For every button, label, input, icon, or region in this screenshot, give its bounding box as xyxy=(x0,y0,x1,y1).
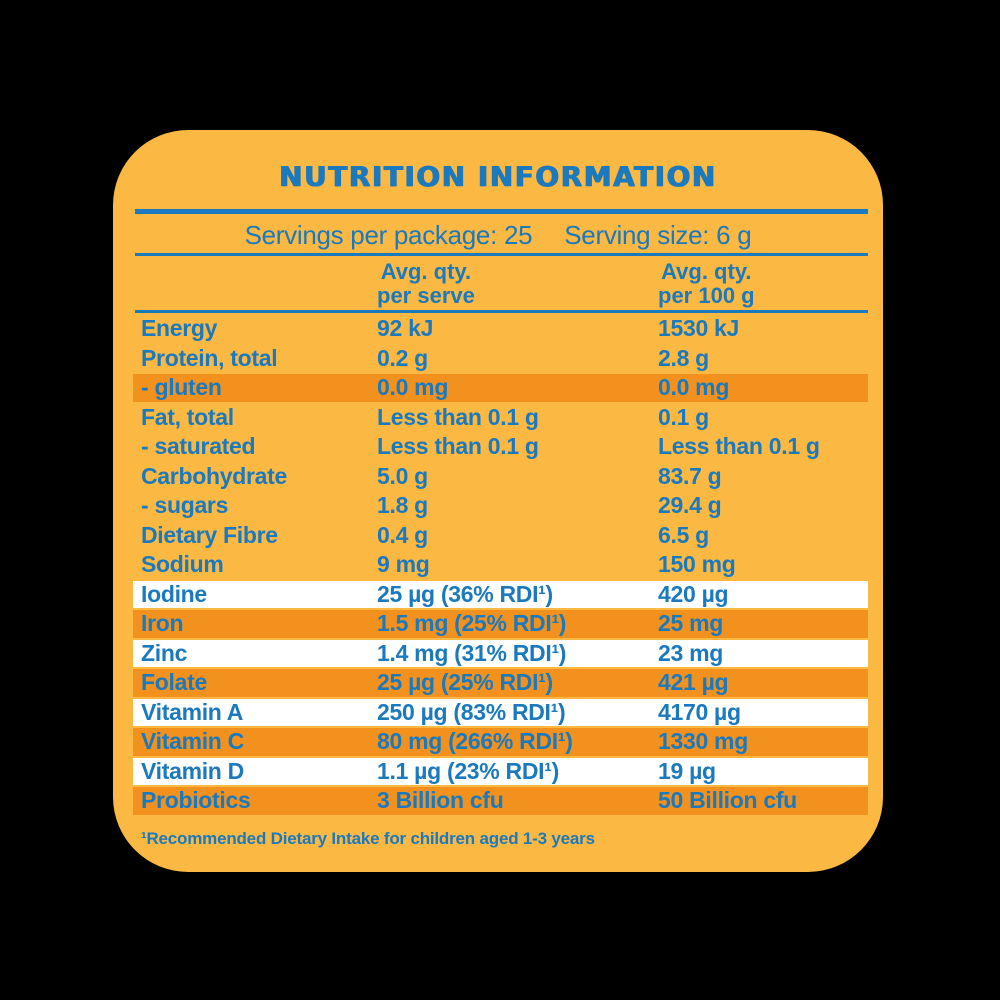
value-per-100g: 420 µg xyxy=(658,580,729,607)
table-row xyxy=(133,403,868,433)
value-per-100g: 1530 kJ xyxy=(658,315,740,342)
value-per-100g: Less than 0.1 g xyxy=(658,433,820,460)
nutrient-label: - sugars xyxy=(141,492,229,519)
nutrition-table xyxy=(133,314,868,816)
nutrient-label: Protein, total xyxy=(141,344,278,371)
value-per-serve: 3 Billion cfu xyxy=(377,787,504,814)
value-per-serve: Less than 0.1 g xyxy=(377,433,539,460)
nutrient-label: - saturated xyxy=(141,433,256,460)
table-row xyxy=(133,432,868,462)
column-header-spacer xyxy=(133,260,377,308)
rdi-footnote: ¹Recommended Dietary Intake for children aged 1-3 years xyxy=(141,829,595,848)
value-per-serve: 25 µg (25% RDI¹) xyxy=(377,669,553,696)
serving-size: Serving size: 6 g xyxy=(564,220,752,250)
table-row xyxy=(133,491,868,521)
value-per-100g: 83.7 g xyxy=(658,462,722,489)
value-per-serve: 0.4 g xyxy=(377,521,428,548)
panel-title: NUTRITION INFORMATION xyxy=(279,160,717,193)
value-per-serve: 0.2 g xyxy=(377,344,428,371)
value-per-serve: 25 µg (36% RDI¹) xyxy=(377,580,553,607)
value-per-100g: 50 Billion cfu xyxy=(658,787,797,814)
value-per-100g: 19 µg xyxy=(658,757,716,784)
divider-top xyxy=(135,209,868,214)
table-row xyxy=(133,668,868,698)
value-per-100g: 421 µg xyxy=(658,669,729,696)
nutrient-label: - gluten xyxy=(141,374,222,401)
table-row xyxy=(133,698,868,728)
table-row xyxy=(133,639,868,669)
nutrient-label: Iron xyxy=(141,610,184,637)
table-row xyxy=(133,727,868,757)
value-per-serve: 1.1 µg (23% RDI¹) xyxy=(377,757,559,784)
value-per-100g: 25 mg xyxy=(658,610,723,637)
nutrient-label: Carbohydrate xyxy=(141,462,287,489)
value-per-100g: 150 mg xyxy=(658,551,736,578)
nutrient-label: Vitamin D xyxy=(141,757,244,784)
value-per-serve: 80 mg (266% RDI¹) xyxy=(377,728,573,755)
value-per-serve: 1.8 g xyxy=(377,492,428,519)
value-per-100g: 6.5 g xyxy=(658,521,709,548)
value-per-100g: 4170 µg xyxy=(658,698,741,725)
table-row xyxy=(133,373,868,403)
value-per-serve: 5.0 g xyxy=(377,462,428,489)
value-per-100g: 23 mg xyxy=(658,639,723,666)
nutrient-label: Vitamin A xyxy=(141,698,244,725)
nutrient-label: Energy xyxy=(141,315,218,342)
column-header-per-100g: Avg. qty. per 100 g xyxy=(658,259,755,308)
table-row xyxy=(133,521,868,551)
value-per-serve: Less than 0.1 g xyxy=(377,403,539,430)
nutrient-label: Vitamin C xyxy=(141,728,244,755)
table-row xyxy=(133,786,868,816)
value-per-serve: 0.0 mg xyxy=(377,374,449,401)
table-row xyxy=(133,550,868,580)
table-row xyxy=(133,580,868,610)
nutrition-information-panel xyxy=(113,130,883,872)
value-per-100g: 2.8 g xyxy=(658,344,709,371)
nutrient-label: Dietary Fibre xyxy=(141,521,278,548)
nutrient-label: Fat, total xyxy=(141,403,234,430)
table-row xyxy=(133,757,868,787)
table-row xyxy=(133,609,868,639)
divider-serving xyxy=(135,253,868,256)
value-per-100g: 29.4 g xyxy=(658,492,722,519)
value-per-100g: 0.1 g xyxy=(658,403,709,430)
servings-per-package: Servings per package: 25 xyxy=(244,220,533,250)
value-per-serve: 250 µg (83% RDI¹) xyxy=(377,698,566,725)
column-header-per-serve: Avg. qty. per serve xyxy=(377,259,475,308)
divider-header xyxy=(135,310,868,313)
column-headers xyxy=(133,260,868,308)
nutrient-label: Iodine xyxy=(141,580,207,607)
table-row xyxy=(133,314,868,344)
value-per-100g: 1330 mg xyxy=(658,728,748,755)
table-row xyxy=(133,344,868,374)
serving-info xyxy=(113,220,883,251)
value-per-serve: 1.5 mg (25% RDI¹) xyxy=(377,610,567,637)
nutrient-label: Folate xyxy=(141,669,207,696)
value-per-100g: 0.0 mg xyxy=(658,374,730,401)
nutrient-label: Probiotics xyxy=(141,787,251,814)
table-row xyxy=(133,462,868,492)
nutrient-label: Zinc xyxy=(141,639,188,666)
nutrient-label: Sodium xyxy=(141,551,224,578)
value-per-serve: 92 kJ xyxy=(377,315,434,342)
value-per-serve: 1.4 mg (31% RDI¹) xyxy=(377,639,567,666)
value-per-serve: 9 mg xyxy=(377,551,430,578)
